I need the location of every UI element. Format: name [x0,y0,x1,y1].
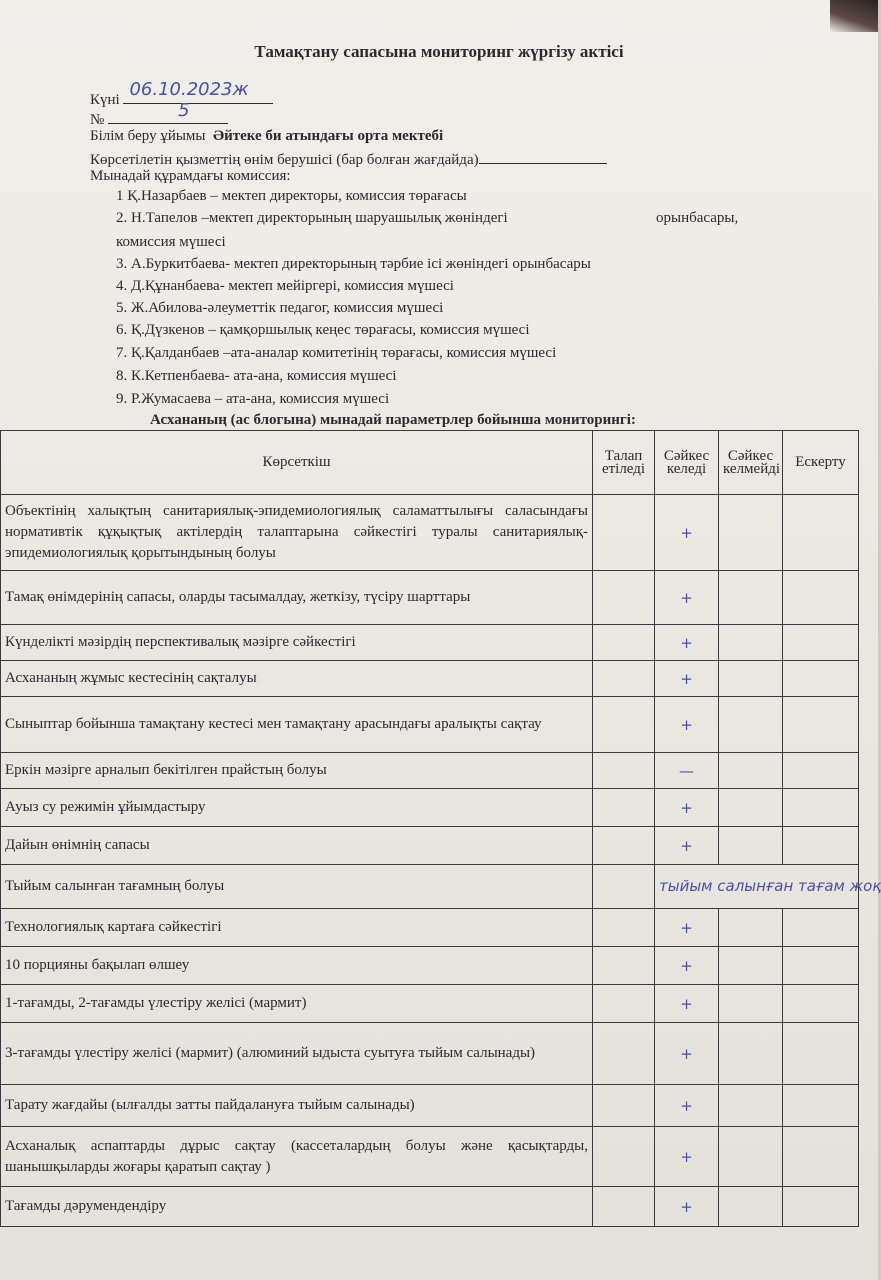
number-label: № [90,112,105,128]
row-required [593,625,655,661]
row-note [783,1127,859,1187]
row-compliant-mark: + [655,571,719,625]
row-compliant-mark: + [655,495,719,571]
row-note [783,909,859,947]
member-6: 6. Қ.Дүзкенов – қамқоршылық кеңес төрағасы, комиссия мүшесі [116,322,530,338]
table-row [1,571,859,625]
row-compliant-mark: + [655,909,719,947]
row-indicator: Тарату жағдайы (ылғалды затты пайдалануға тыйым салынады) [1,1085,593,1127]
row-compliant-mark: + [655,1023,719,1085]
row-indicator: Тамақ өнімдерінің сапасы, оларды тасымалдау, жеткізу, түсіру шарттары [1,571,593,625]
row-indicator: Объектінің халықтың санитариялық-эпидемиологиялық саламаттылығы саласындағы нормативтік құқықтық актілердің талаптарына сәйкестігі туралы санитариялық-эпидемиологиялық қорытындының болуы [1,495,593,571]
row-indicator: Еркін мәзірге арналып бекітілген прайстың болуы [1,753,593,789]
row-required [593,1127,655,1187]
row-required [593,571,655,625]
table-row [1,753,859,789]
row-compliant-mark: + [655,625,719,661]
row-compliant-mark: + [655,697,719,753]
date-label: Күні [90,92,120,108]
provider-underline [479,148,607,164]
row-required [593,661,655,697]
header-noncompliant: Сәйкес келмейді [719,431,783,495]
member-7: 7. Қ.Қалданбаев –ата-аналар комитетінің төрағасы, комиссия мүшесі [116,345,557,361]
row-note [783,661,859,697]
row-required [593,495,655,571]
row-indicator: 10 порцияны бақылап өлшеу [1,947,593,985]
row-noncompliant [719,789,783,827]
row-indicator: Технологиялық картаға сәйкестігі [1,909,593,947]
row-required [593,753,655,789]
member-9: 9. Р.Жумасаева – ата-ана, комиссия мүшесі [116,391,390,407]
table-title: Асхананың (ас блогына) мынадай параметрлер бойынша мониторингі: [150,412,636,428]
row-note [783,753,859,789]
table-row [1,1023,859,1085]
table-row [1,495,859,571]
table-row [1,1187,859,1227]
row-indicator: Тыйым салынған тағамның болуы [1,865,593,909]
table-header-row [1,431,859,495]
row-compliant-mark: + [655,827,719,865]
row-note [783,625,859,661]
row-compliant-mark: + [655,1187,719,1227]
row-compliant-mark: + [655,661,719,697]
table-row [1,697,859,753]
row-indicator: Асханалық аспаптарды дұрыс сақтау (кассеталардың болуы және қасықтарды, шанышқыларды жоғары қаратып сақтау ) [1,1127,593,1187]
row-required [593,827,655,865]
row-noncompliant [719,1127,783,1187]
row-note [783,1187,859,1227]
table-row [1,827,859,865]
row-note [783,571,859,625]
table-row [1,947,859,985]
row-note [783,697,859,753]
row-indicator: Дайын өнімнің сапасы [1,827,593,865]
row-note [783,827,859,865]
row-indicator: Ауыз су режимін ұйымдастыру [1,789,593,827]
row-noncompliant [719,947,783,985]
background-corner [830,0,878,32]
row-required [593,1187,655,1227]
number-underline [108,100,228,124]
table-row [1,661,859,697]
row-note [783,1085,859,1127]
row-compliant-mark: + [655,789,719,827]
member-5: 5. Ж.Абилова-әлеуметтік педагог, комиссия мүшесі [116,300,444,316]
row-note [783,789,859,827]
row-required [593,1085,655,1127]
row-noncompliant [719,985,783,1023]
row-noncompliant [719,909,783,947]
row-note [783,985,859,1023]
table-row [1,909,859,947]
row-noncompliant [719,697,783,753]
member-1: 1 Қ.Назарбаев – мектеп директоры, комиссия төрағасы [116,188,467,204]
table-row [1,865,859,909]
row-required [593,1023,655,1085]
row-noncompliant [719,661,783,697]
row-compliant-mark: + [655,985,719,1023]
row-noncompliant [719,1085,783,1127]
provider-label: Көрсетілетін қызметтің өнім берушісі (бар болған жағдайда) [90,152,479,168]
table-row [1,1085,859,1127]
org-line [90,128,443,145]
row-compliant-mark: + [655,947,719,985]
row-indicator: 1-тағамды, 2-тағамды үлестіру желісі (мармит) [1,985,593,1023]
row-indicator: 3-тағамды үлестіру желісі (мармит) (алюминий ыдыста суытуға тыйым салынады) [1,1023,593,1085]
table-row [1,1127,859,1187]
member-8: 8. К.Кетпенбаева- ата-ана, комиссия мүшесі [116,368,397,384]
row-note [783,947,859,985]
header-required: Талап етіледі [593,431,655,495]
row-noncompliant [719,625,783,661]
member-3: 3. А.Буркитбаева- мектеп директорының тәрбие ісі жөніндегі орынбасары [116,256,591,272]
provider-line [90,148,607,169]
member-2-cont: комиссия мүшесі [116,234,226,250]
table-row [1,789,859,827]
member-2: 2. Н.Тапелов –мектеп директорының шаруашылық жөніндегі [116,210,508,226]
document-title: Тамақтану сапасына мониторинг жүргізу актісі [254,42,624,61]
header-indicator: Көрсеткіш [1,431,593,495]
row-required [593,789,655,827]
number-value: 5 [178,100,190,121]
commission-heading: Мынадай құрамдағы комиссия: [90,168,291,184]
table-row [1,985,859,1023]
member-4: 4. Д.Құнанбаева- мектеп мейіргері, комиссия мүшесі [116,278,454,294]
header-compliant: Сәйкес келеді [655,431,719,495]
row-noncompliant [719,827,783,865]
row-compliant-mark: + [655,1085,719,1127]
row-noncompliant [719,495,783,571]
row-handwritten-note: тыйым салынған тағам жоқ [655,865,859,909]
monitoring-table [0,430,881,1227]
row-noncompliant [719,1187,783,1227]
date-underline [123,79,273,104]
row-required [593,865,655,909]
row-required [593,909,655,947]
row-noncompliant [719,571,783,625]
row-indicator: Күнделікті мәзірдің перспективалық мәзірге сәйкестігі [1,625,593,661]
row-note [783,1023,859,1085]
row-indicator: Сыныптар бойынша тамақтану кестесі мен тамақтану арасындағы аралықты сақтау [1,697,593,753]
org-value: Әйтеке би атындағы орта мектебі [213,128,444,144]
row-compliant-mark: — [655,753,719,789]
row-noncompliant [719,753,783,789]
row-required [593,697,655,753]
member-2-tail: орынбасары, [656,210,739,226]
row-required [593,947,655,985]
row-required [593,985,655,1023]
row-indicator: Тағамды дәрумендендіру [1,1187,593,1227]
row-compliant-mark: + [655,1127,719,1187]
row-indicator: Асхананың жұмыс кестесінің сақталуы [1,661,593,697]
org-label: Білім беру ұйымы [90,128,206,144]
header-note: Ескерту [783,431,859,495]
table-row [1,625,859,661]
date-value: 06.10.2023ж [129,79,249,100]
row-noncompliant [719,1023,783,1085]
row-note [783,495,859,571]
